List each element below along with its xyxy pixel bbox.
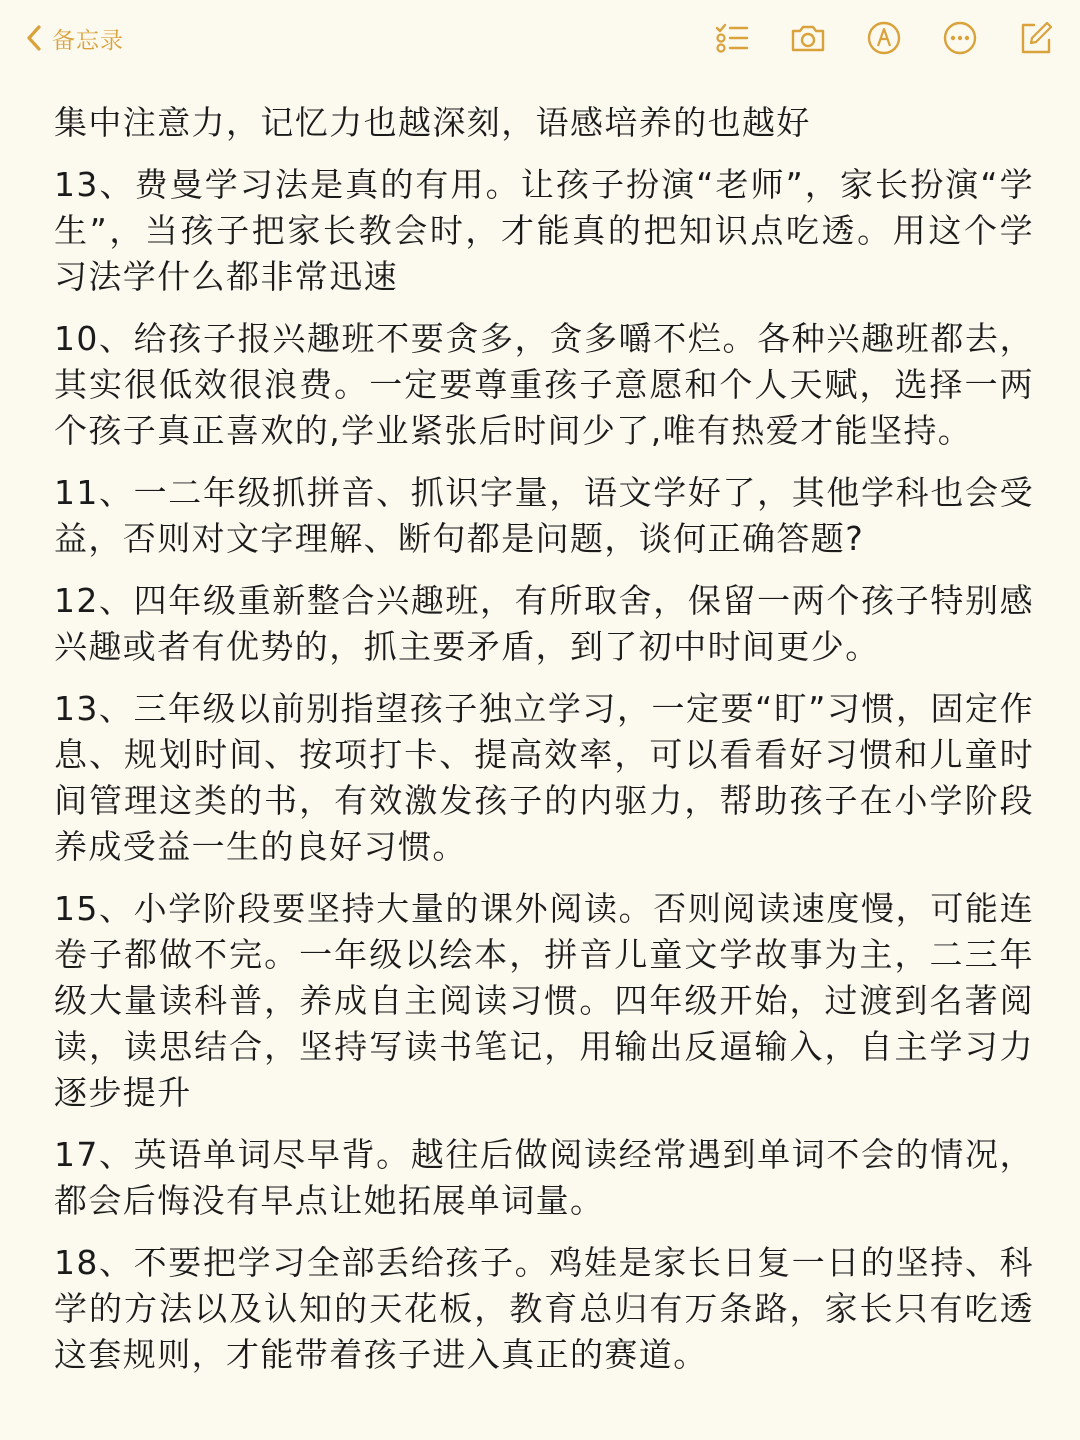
- camera-button[interactable]: [786, 18, 830, 58]
- checklist-icon: [713, 19, 751, 57]
- compose-button[interactable]: [1014, 18, 1058, 58]
- more-icon: [941, 19, 979, 57]
- note-paragraph: 13、三年级以前别指望孩子独立学习，一定要“盯”习惯，固定作息、规划时间、按项打卡、提高效率，可以看看好习惯和儿童时间管理这类的书，有效激发孩子的内驱力，帮助孩子在小学阶段养成受益一生的良好习惯。: [54, 689, 1034, 866]
- back-label: 备忘录: [52, 27, 124, 54]
- compose-icon: [1017, 19, 1055, 57]
- note-body[interactable]: [54, 100, 1034, 1394]
- note-paragraph: 11、一二年级抓拼音、抓识字量，语文学好了，其他学科也会受益，否则对文字理解、断句都是问题，谈何正确答题?: [54, 473, 1034, 558]
- note-paragraph: 18、不要把学习全部丢给孩子。鸡娃是家长日复一日的坚持、科学的方法以及认知的天花板，教育总归有万条路，家长只有吃透这套规则，才能带着孩子进入真正的赛道。: [54, 1243, 1034, 1374]
- camera-icon: [789, 19, 827, 57]
- markup-button[interactable]: [862, 18, 906, 58]
- note-paragraph: 10、给孩子报兴趣班不要贪多，贪多嚼不烂。各种兴趣班都去，其实很低效很浪费。一定要尊重孩子意愿和个人天赋，选择一两个孩子真正喜欢的,学业紧张后时间少了,唯有热爱才能坚持。: [54, 319, 1034, 450]
- note-paragraph: 15、小学阶段要坚持大量的课外阅读。否则阅读速度慢，可能连卷子都做不完。一年级以绘本，拼音儿童文学故事为主，二三年级大量读科普，养成自主阅读习惯。四年级开始，过渡到名著阅读，读思结合，坚持写读书笔记，用输出反逼输入，自主学习力逐步提升: [54, 889, 1034, 1112]
- chevron-left-icon: [24, 23, 44, 53]
- checklist-button[interactable]: [710, 18, 754, 58]
- back-button[interactable]: [24, 20, 124, 56]
- navigation-bar: [0, 0, 1080, 80]
- note-paragraph: 17、英语单词尽早背。越往后做阅读经常遇到单词不会的情况，都会后悔没有早点让她拓展单词量。: [54, 1135, 1034, 1220]
- note-paragraph: 13、费曼学习法是真的有用。让孩子扮演“老师”，家长扮演“学生”，当孩子把家长教会时，才能真的把知识点吃透。用这个学习法学什么都非常迅速: [54, 165, 1034, 296]
- more-button[interactable]: [938, 18, 982, 58]
- note-paragraph: 12、四年级重新整合兴趣班，有所取舍，保留一两个孩子特别感兴趣或者有优势的，抓主要矛盾，到了初中时间更少。: [54, 581, 1034, 666]
- markup-pen-icon: [865, 19, 903, 57]
- note-paragraph: 集中注意力，记忆力也越深刻，语感培养的也越好: [54, 103, 811, 142]
- toolbar-actions: [678, 18, 1058, 58]
